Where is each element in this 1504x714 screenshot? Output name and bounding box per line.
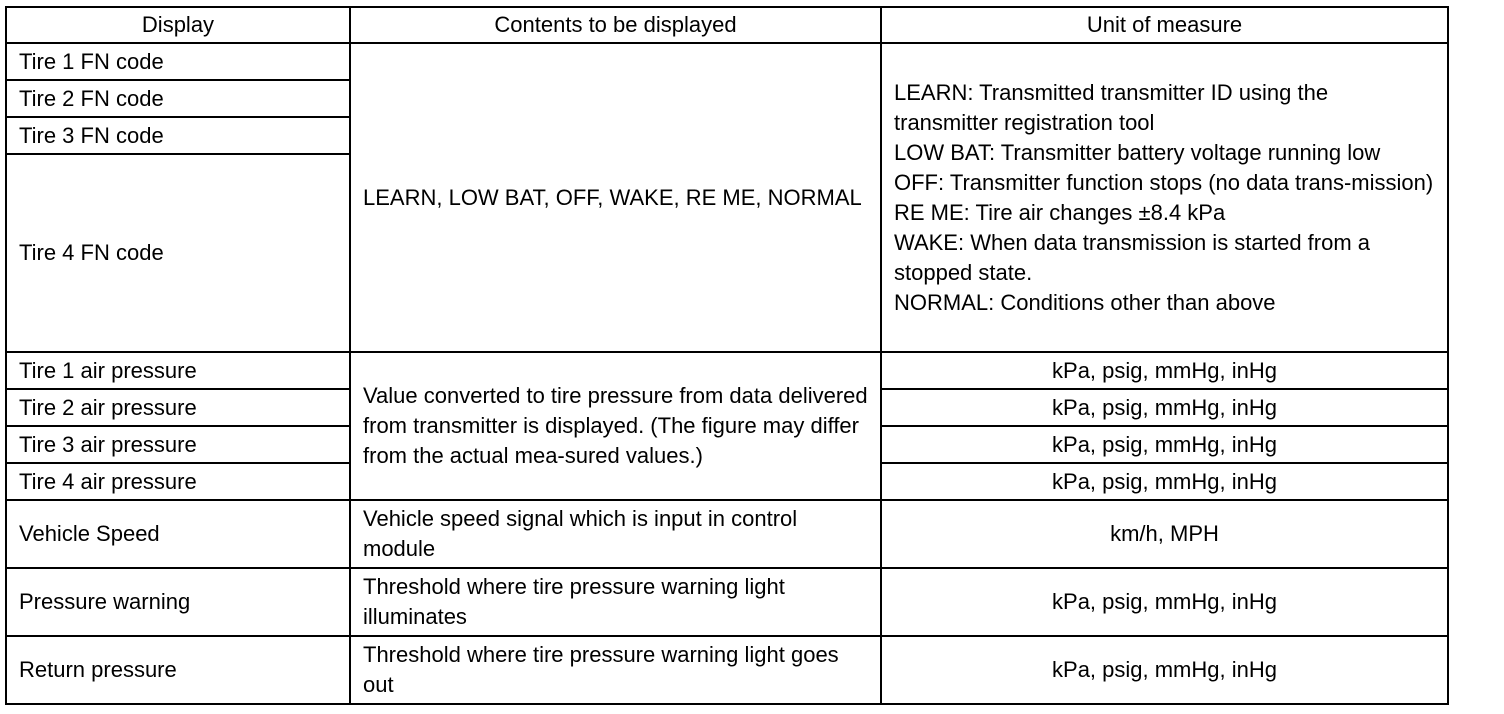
- display-cell: Tire 2 air pressure: [6, 389, 350, 426]
- table-row: [6, 352, 1448, 389]
- unit-cell: kPa, psig, mmHg, inHg: [881, 636, 1448, 704]
- unit-cell: km/h, MPH: [881, 500, 1448, 568]
- table-row: [6, 568, 1448, 636]
- fn-unit-off: OFF: Transmitter function stops (no data trans-mission): [894, 169, 1434, 195]
- table-row: [6, 636, 1448, 704]
- display-cell: Tire 1 FN code: [6, 43, 350, 80]
- unit-cell: kPa, psig, mmHg, inHg: [881, 463, 1448, 500]
- fn-unit-normal: NORMAL: Conditions other than above: [894, 289, 1276, 315]
- table-wrapper: [5, 6, 1449, 705]
- fn-contents-cell: LEARN, LOW BAT, OFF, WAKE, RE ME, NORMAL: [350, 43, 881, 352]
- display-cell: Tire 3 FN code: [6, 117, 350, 154]
- contents-cell: Vehicle speed signal which is input in control module: [350, 500, 881, 568]
- header-row: [6, 7, 1448, 43]
- fn-unit-learn: LEARN: Transmitted transmitter ID using the transmitter registration tool: [894, 79, 1329, 135]
- fn-unit-reme: RE ME: Tire air changes ±8.4 kPa: [894, 199, 1226, 225]
- tpms-display-table: [5, 6, 1449, 705]
- fn-unit-lowbat: LOW BAT: Transmitter battery voltage running low: [894, 139, 1381, 165]
- display-cell: Vehicle Speed: [6, 500, 350, 568]
- display-cell: Tire 1 air pressure: [6, 352, 350, 389]
- unit-cell: kPa, psig, mmHg, inHg: [881, 352, 1448, 389]
- display-cell: Return pressure: [6, 636, 350, 704]
- header-unit: Unit of measure: [881, 7, 1448, 43]
- unit-cell: kPa, psig, mmHg, inHg: [881, 426, 1448, 463]
- contents-cell: Threshold where tire pressure warning light illuminates: [350, 568, 881, 636]
- display-cell: Pressure warning: [6, 568, 350, 636]
- header-display: Display: [6, 7, 350, 43]
- fn-unit-wake: WAKE: When data transmission is started from a stopped state.: [894, 229, 1371, 285]
- pressure-contents-cell: Value converted to tire pressure from data delivered from transmitter is displayed. (The figure may differ from the actual mea-sured values.): [350, 352, 881, 500]
- unit-cell: kPa, psig, mmHg, inHg: [881, 389, 1448, 426]
- display-cell: Tire 2 FN code: [6, 80, 350, 117]
- table-row: [6, 500, 1448, 568]
- unit-cell: kPa, psig, mmHg, inHg: [881, 568, 1448, 636]
- display-cell: Tire 3 air pressure: [6, 426, 350, 463]
- display-cell: Tire 4 FN code: [6, 154, 350, 352]
- table-row: [6, 43, 1448, 80]
- header-contents: Contents to be displayed: [350, 7, 881, 43]
- display-cell: Tire 4 air pressure: [6, 463, 350, 500]
- contents-cell: Threshold where tire pressure warning light goes out: [350, 636, 881, 704]
- fn-unit-cell: [881, 43, 1448, 352]
